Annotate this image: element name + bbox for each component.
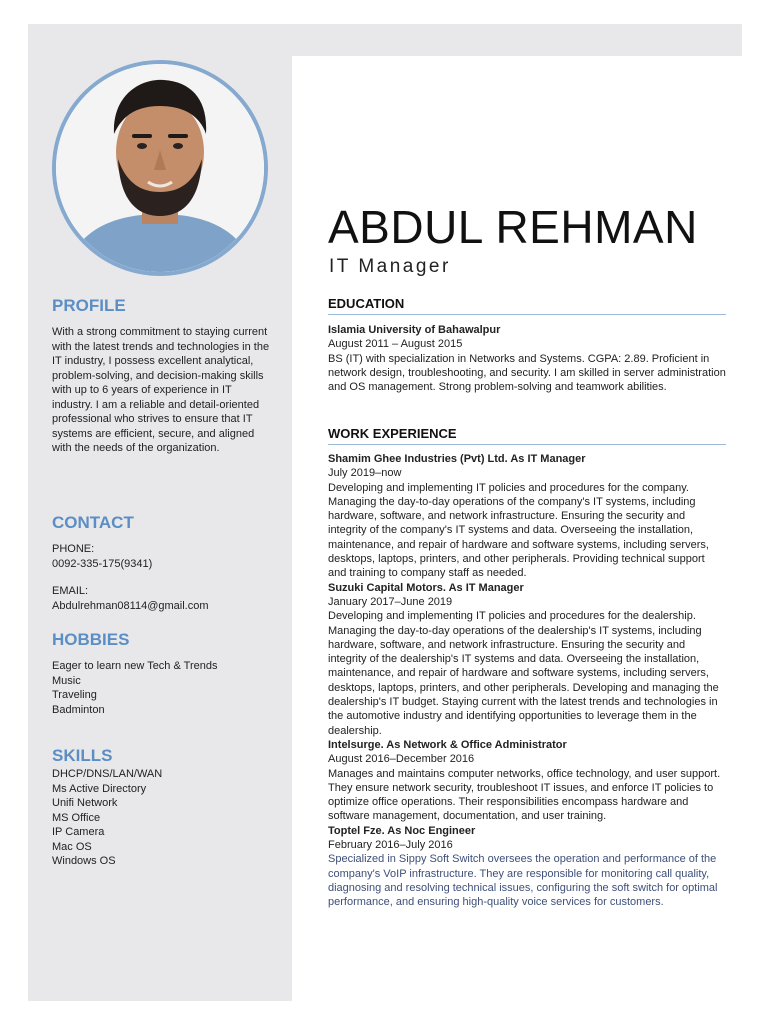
email-value[interactable]: Abdulrehman08114@gmail.com bbox=[52, 599, 209, 612]
phone-value: 0092-335-175(9341) bbox=[52, 557, 153, 570]
education-dates: August 2011 – August 2015 bbox=[328, 338, 463, 351]
skills-heading: SKILLS bbox=[52, 746, 113, 765]
job-dates: August 2016–December 2016 bbox=[328, 753, 475, 766]
hobby-item: Music bbox=[52, 674, 81, 687]
job-dates: February 2016–July 2016 bbox=[328, 839, 453, 852]
job-title-line: Suzuki Capital Motors. As IT Manager bbox=[328, 581, 524, 594]
skill-item: DHCP/DNS/LAN/WAN bbox=[52, 768, 163, 780]
skill-item: MS Office bbox=[52, 811, 101, 824]
job-entry bbox=[328, 738, 726, 824]
header-band bbox=[28, 24, 742, 56]
job-entry bbox=[328, 581, 726, 738]
skills-list bbox=[52, 767, 162, 869]
profile-heading: PROFILE bbox=[52, 296, 126, 315]
job-description: Developing and implementing IT policies and procedures for the company. Managing the day-to-day operations of the company's IT systems, including hardware, software, and network infrastructure. Ensuring the security and integrity of the company's IT systems and data. Overseeing the installation, maintenance, and repair of hardware and software systems, including servers, desktops, laptops, printers, and other peripherals. Providing technical support and training to company staff as needed. bbox=[328, 481, 709, 580]
profile-photo bbox=[52, 60, 268, 276]
job-dates: January 2017–June 2019 bbox=[328, 595, 453, 608]
skill-item: IP Camera bbox=[52, 826, 105, 838]
job-description: Specialized in Sippy Soft Switch oversees the operation and performance of the company's VoIP infrastructure. They are responsible for monitoring call quality, diagnosing and resolving technical issues, configuring the soft switch for optimal performance, and ensuring high-quality voice services for customers. bbox=[328, 853, 718, 909]
contact-heading: CONTACT bbox=[52, 513, 134, 532]
job-title-line: Toptel Fze. As Noc Engineer bbox=[328, 824, 476, 837]
skill-item: Windows OS bbox=[52, 855, 116, 867]
education-heading: EDUCATION bbox=[328, 296, 726, 315]
job-description: Developing and implementing IT policies and procedures for the dealership. Managing the day-to-day operations of the dealership's IT systems, including hardware, software, and network infrastructure. Ensuring the security and integrity of the dealership's IT systems and data. Overseeing the installation, maintenance, and repair of hardware and software systems, including servers, desktops, laptops, printers, and other peripherals. Developing and managing the dealership's IT budget. Staying current with the latest trends and technologies in the automotive industry and identifying opportunities to leverage them in the dealership. bbox=[328, 610, 719, 737]
skill-item: Ms Active Directory bbox=[52, 782, 147, 795]
hobby-item: Traveling bbox=[52, 689, 97, 701]
hobby-item: Badminton bbox=[52, 703, 105, 716]
education-description: BS (IT) with specialization in Networks and Systems. CGPA: 2.89. Proficient in network design, troubleshooting, and security. I am skilled in server administration and OS management. Strong problem-solving and teamwork abilities. bbox=[328, 352, 726, 394]
skill-item: Unifi Network bbox=[52, 797, 118, 809]
phone-label: PHONE: bbox=[52, 543, 95, 555]
hobbies-list bbox=[52, 659, 218, 717]
email-label: EMAIL: bbox=[52, 585, 89, 597]
job-entry bbox=[328, 824, 726, 910]
job-title: IT Manager bbox=[329, 256, 451, 277]
hobbies-heading: HOBBIES bbox=[52, 630, 130, 649]
hobby-item: Eager to learn new Tech & Trends bbox=[52, 660, 218, 672]
job-title-line: Shamim Ghee Industries (Pvt) Ltd. As IT Manager bbox=[328, 453, 586, 465]
profile-text: With a strong commitment to staying current with the latest trends and technologies in the IT industry, I possess excellent analytical, problem-solving, and decision-making skills with up to 6 years of experience in IT industry. I am a reliable and detail-oriented professional who strives to ensure that IT systems are efficient, secure, and aligned with the needs of the organization. bbox=[52, 326, 270, 454]
skill-item: Mac OS bbox=[52, 840, 92, 853]
job-description: Manages and maintains computer networks, office technology, and user support. They ensure network security, troubleshoot IT issues, and enforce IT policies to optimize office operations. Their responsibilities encompass hardware and software management, documentation, and user training. bbox=[328, 767, 721, 823]
job-dates: July 2019–now bbox=[328, 467, 402, 480]
job-entry bbox=[328, 452, 726, 581]
work-heading: WORK EXPERIENCE bbox=[328, 426, 726, 445]
job-title-line: Intelsurge. As Network & Office Administrator bbox=[328, 738, 567, 751]
education-entry bbox=[328, 323, 726, 394]
education-school: Islamia University of Bahawalpur bbox=[328, 324, 501, 336]
contact-block bbox=[52, 542, 209, 613]
work-entries bbox=[328, 452, 726, 910]
candidate-name: ABDUL REHMAN bbox=[328, 201, 698, 253]
